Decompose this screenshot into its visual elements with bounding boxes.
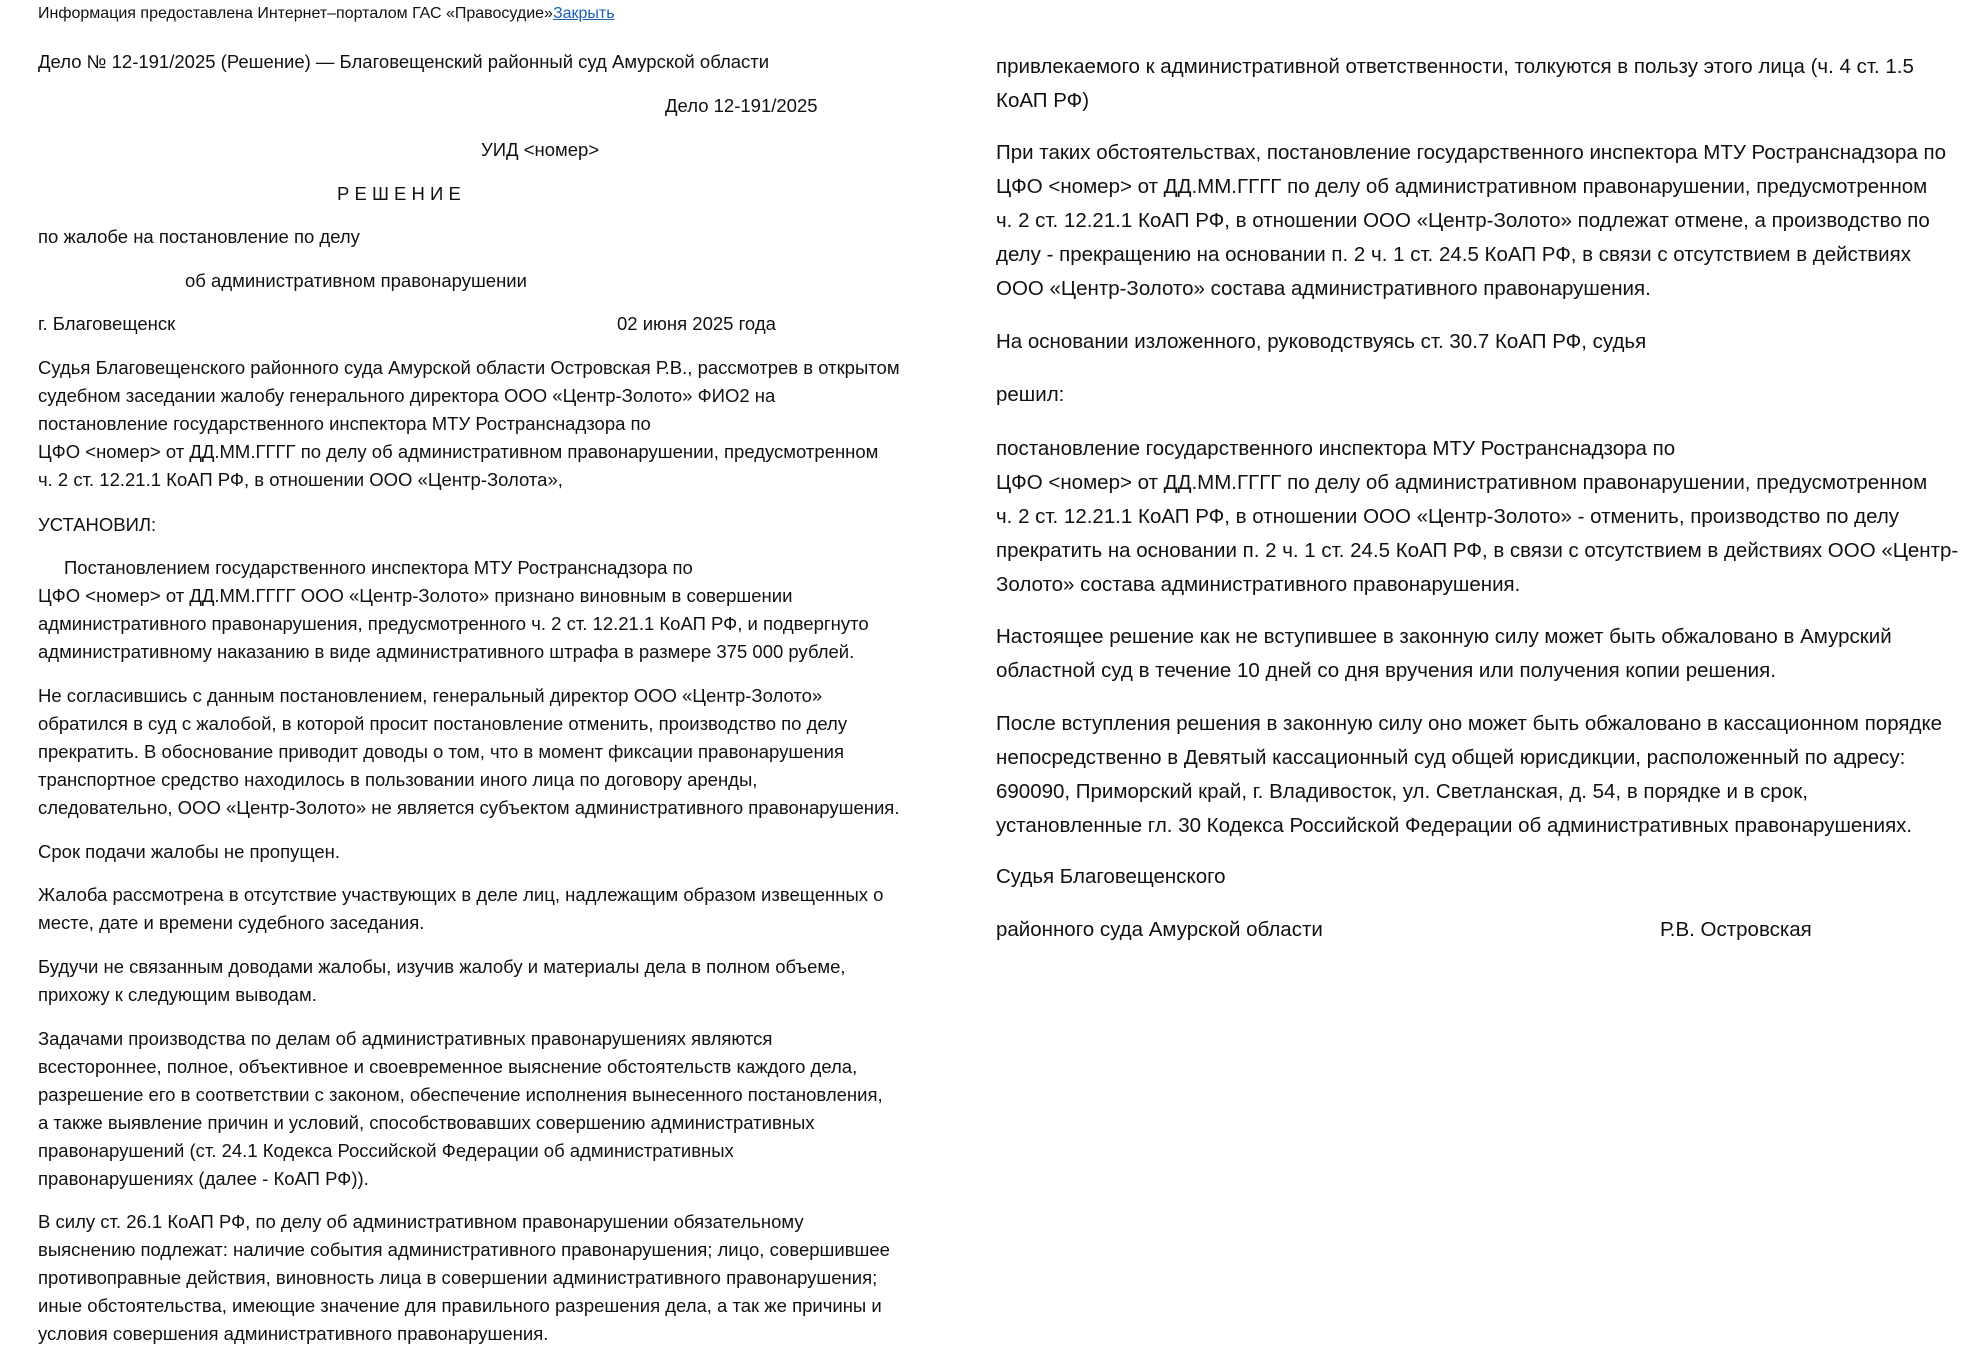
text-line: Жалоба рассмотрена в отсутствие участвующих в деле лиц, надлежащим образом извещенных о [38,884,884,905]
text-line: установленные гл. 30 Кодекса Российской Федерации об административных правонарушениях. [996,814,1913,837]
case-number: Дело 12-191/2025 [665,95,818,116]
text-line: месте, дате и времени судебного заседания. [38,912,425,933]
text-line: областной суд в течение 10 дней со дня вручения или получения копии решения. [996,659,1776,682]
text-line: прихожу к следующим выводам. [38,984,317,1005]
text-line: ЦФО <номер> от ДД.ММ.ГГГГ по делу об административном правонарушении, предусмотренном [996,175,1928,198]
text-line: выяснению подлежат: наличие события административного правонарушения; лицо, совершившее [38,1239,890,1260]
uid: УИД <номер> [481,139,600,160]
case-header: Дело № 12-191/2025 (Решение) — Благовещенский районный суд Амурской области [38,51,770,72]
text-line: ООО «Центр-Золото» состава административного правонарушения. [996,277,1651,300]
text-line: 690090, Приморский край, г. Владивосток, ул. Светланская, д. 54, в порядке и в срок, [996,780,1808,803]
text-line: После вступления решения в законную силу оно может быть обжаловано в кассационном порядке [996,712,1943,735]
text-line: Настоящее решение как не вступившее в законную силу может быть обжаловано в Амурский [996,625,1892,648]
text-line: непосредственно в Девятый кассационный суд общей юрисдикции, расположенный по адресу: [996,746,1906,769]
text-line: постановление государственного инспектора МТУ Ространснадзора по [996,437,1676,460]
text-line: административному наказанию в виде административного штрафа в размере 375 000 рублей. [38,641,855,662]
text-line: ЦФО <номер> от ДД.ММ.ГГГГ по делу об административном правонарушении, предусмотренном [38,441,879,462]
text-line: Постановлением государственного инспектора МТУ Ространснадзора по [64,557,693,578]
text-line: правонарушениях (далее - КоАП РФ)). [38,1168,369,1189]
date: 02 июня 2025 года [617,313,776,334]
text-line: административного правонарушения, предусмотренного ч. 2 ст. 12.21.1 КоАП РФ, и подвергнуто [38,613,869,634]
text-line: КоАП РФ) [996,89,1090,112]
established-heading: УСТАНОВИЛ: [38,514,157,535]
text-line: При таких обстоятельствах, постановление государственного инспектора МТУ Ространснадзора по [996,141,1946,164]
text-line: Будучи не связанным доводами жалобы, изучив жалобу и материалы дела в полном объеме, [38,956,846,977]
text-line: иные обстоятельства, имеющие значение для правильного разрешения дела, а так же причины и [38,1295,882,1316]
text-line: Золото» состава административного правонарушения. [996,573,1521,596]
text-line: судебном заседании жалобу генерального директора ООО «Центр-Золото» ФИО2 на [38,385,776,406]
text-line: ч. 2 ст. 12.21.1 КоАП РФ, в отношении ООО «Центр-Золота», [38,469,563,490]
text-line: следовательно, ООО «Центр-Золото» не является субъектом административного правонарушения. [38,797,900,818]
close-link[interactable]: Закрыть [552,5,615,22]
decision-title: Р Е Ш Е Н И Е [337,183,461,204]
city: г. Благовещенск [38,313,176,334]
text-line: правонарушений (ст. 24.1 Кодекса Российской Федерации об административных [38,1140,734,1161]
text-line: Срок подачи жалобы не пропущен. [38,841,341,862]
signature-line-2: районного суда Амурской области [996,918,1323,941]
text-line: всестороннее, полное, объективное и своевременное выяснение обстоятельств каждого дела, [38,1056,858,1077]
text-line: решил: [996,383,1065,406]
signature-name: Р.В. Островская [1660,918,1812,941]
text-line: ЦФО <номер> от ДД.ММ.ГГГГ ООО «Центр-Золото» признано виновным в совершении [38,585,793,606]
text-line: противоправные действия, виновность лица в совершении административного правонарушения; [38,1267,878,1288]
text-line: делу - прекращению на основании п. 2 ч. 1 ст. 24.5 КоАП РФ, в связи с отсутствием в действиях [996,243,1911,266]
text-line: ЦФО <номер> от ДД.ММ.ГГГГ по делу об административном правонарушении, предусмотренном [996,471,1928,494]
text-line: прекратить на основании п. 2 ч. 1 ст. 24.5 КоАП РФ, в связи с отсутствием в действиях ООО «Центр- [996,539,1959,562]
text-line: На основании изложенного, руководствуясь ст. 30.7 КоАП РФ, судья [996,330,1647,353]
text-line: прекратить. В обоснование приводит доводы о том, что в момент фиксации правонарушения [38,741,845,762]
subtitle-line-2: об административном правонарушении [185,270,527,291]
portal-notice [38,5,615,23]
text-line: В силу ст. 26.1 КоАП РФ, по делу об административном правонарушении обязательному [38,1211,804,1232]
signature-line-1: Судья Благовещенского [996,865,1226,888]
text-line: разрешение его в соответствии с законом, обеспечение исполнения вынесенного постановления, [38,1084,883,1105]
text-line: постановление государственного инспектора МТУ Ространснадзора по [38,413,651,434]
text-line: транспортное средство находилось в пользовании иного лица по договору аренды, [38,769,758,790]
text-line: обратился в суд с жалобой, в которой просит постановление отменить, производство по делу [38,713,848,734]
text-line: условия совершения административного правонарушения. [38,1323,549,1344]
text-line: а также выявление причин и условий, способствовавших совершению административных [38,1112,815,1133]
text-line: ч. 2 ст. 12.21.1 КоАП РФ, в отношении ООО «Центр-Золото» подлежат отмене, а производство по [996,209,1930,232]
text-line: ч. 2 ст. 12.21.1 КоАП РФ, в отношении ООО «Центр-Золото» - отменить, производство по делу [996,505,1900,528]
text-line: привлекаемого к административной ответственности, толкуются в пользу этого лица (ч. 4 ст. 1.5 [996,55,1914,78]
text-line: Судья Благовещенского районного суда Амурской области Островская Р.В., рассмотрев в открытом [38,357,900,378]
portal-notice-text: Информация предоставлена Интернет–порталом ГАС «Правосудие» [38,5,553,22]
text-line: Задачами производства по делам об административных правонарушениях являются [38,1028,773,1049]
text-line: Не согласившись с данным постановлением, генеральный директор ООО «Центр-Золото» [38,685,823,706]
subtitle-line-1: по жалобе на постановление по делу [38,226,360,247]
